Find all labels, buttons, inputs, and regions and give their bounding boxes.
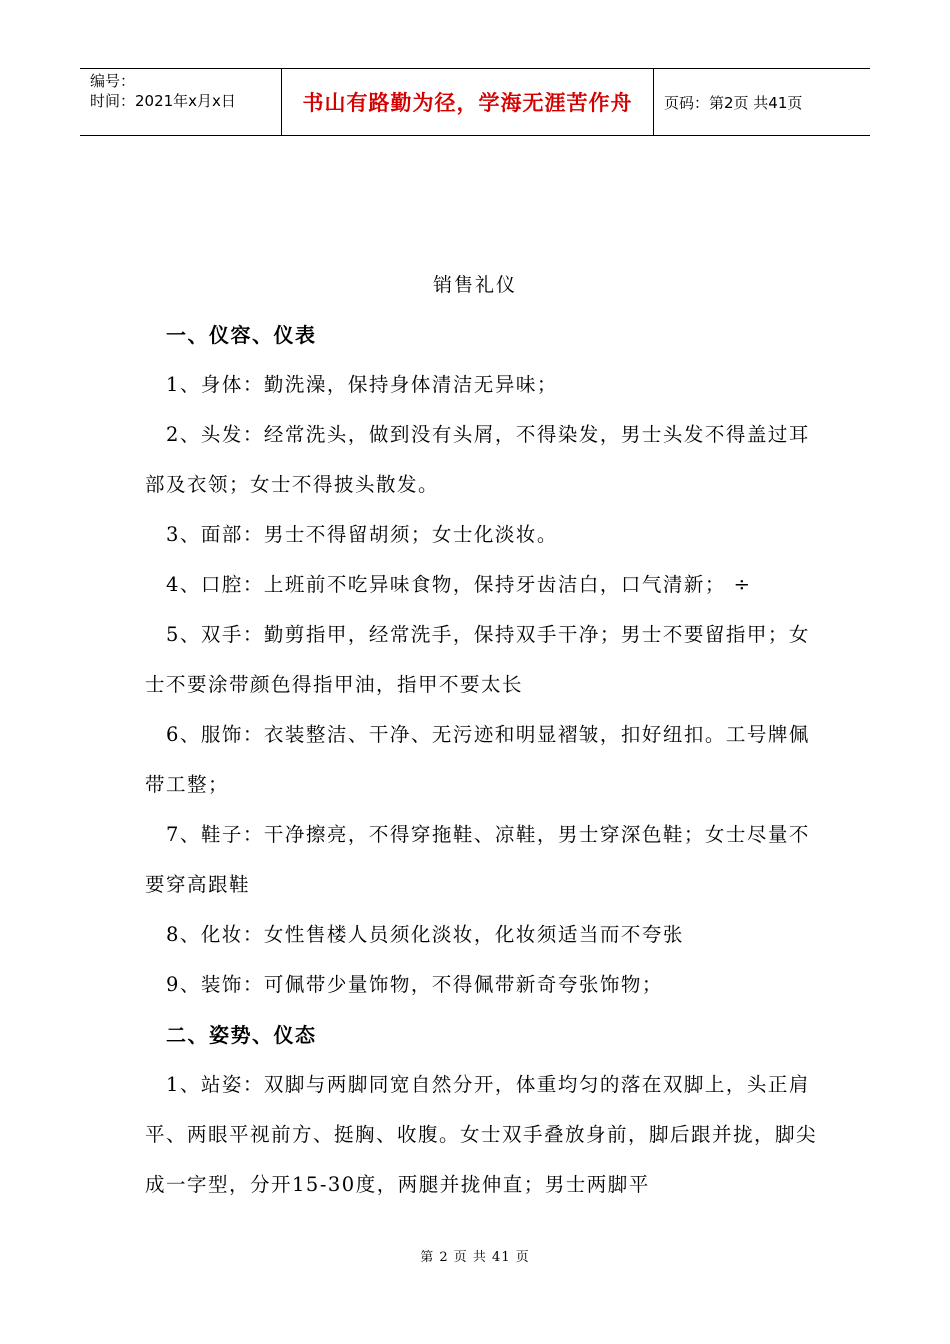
header-page-info [654,69,870,135]
list-item: 7、鞋子：干净擦亮，不得穿拖鞋、凉鞋，男士穿深色鞋；女士尽量不要穿高跟鞋 [145,823,810,896]
list-item: 2、头发：经常洗头，做到没有头屑，不得染发，男士头发不得盖过耳部及衣领；女士不得披头散发。 [145,423,810,496]
list-item: 3、面部：男士不得留胡须；女士化淡妆。 [166,523,558,546]
list-item: 9、装饰：可佩带少量饰物，不得佩带新奇夸张饰物； [166,973,663,996]
motto-text: 书山有路勤为径，学海无涯苦作舟 [302,91,633,115]
list-item: 4、口腔：上班前不吃异味食物，保持牙齿洁白，口气清新； ÷ [166,573,752,596]
list-item: 1、站姿：双脚与两脚同宽自然分开，体重均匀的落在双脚上，头正肩平、两眼平视前方、挺胸、收腹。女士双手叠放身前，脚后跟并拢，脚尖成一字型，分开15-30度，两腿并拢伸直；男士两脚平 [145,1073,818,1196]
list-item: 6、服饰：衣装整洁、干净、无污迹和明显褶皱，扣好纽扣。工号牌佩带工整； [145,723,810,796]
list-item: 5、双手：勤剪指甲，经常洗手，保持双手干净；男士不要留指甲；女士不要涂带颜色得指甲油，指甲不要太长 [145,623,810,696]
page-footer: 第 2 页 共 41 页 [420,1250,530,1265]
section-heading: 二、姿势、仪态 [166,1023,317,1047]
header-meta [80,69,282,135]
page-info-text: 页码：第2页 共41页 [664,93,803,112]
section-heading: 一、仪容、仪表 [166,323,317,347]
document-body [145,310,825,1210]
document-title: 销售礼仪 [432,274,517,296]
list-item: 1、身体：勤洗澡，保持身体清洁无异味； [166,373,558,396]
number-label: 编号： [90,72,136,90]
page-header [80,68,870,136]
header-motto-cell [282,69,654,135]
list-item: 8、化妆：女性售楼人员须化淡妆，化妆须适当而不夸张 [166,923,684,946]
time-label: 时间：2021年x月x日 [90,92,236,110]
